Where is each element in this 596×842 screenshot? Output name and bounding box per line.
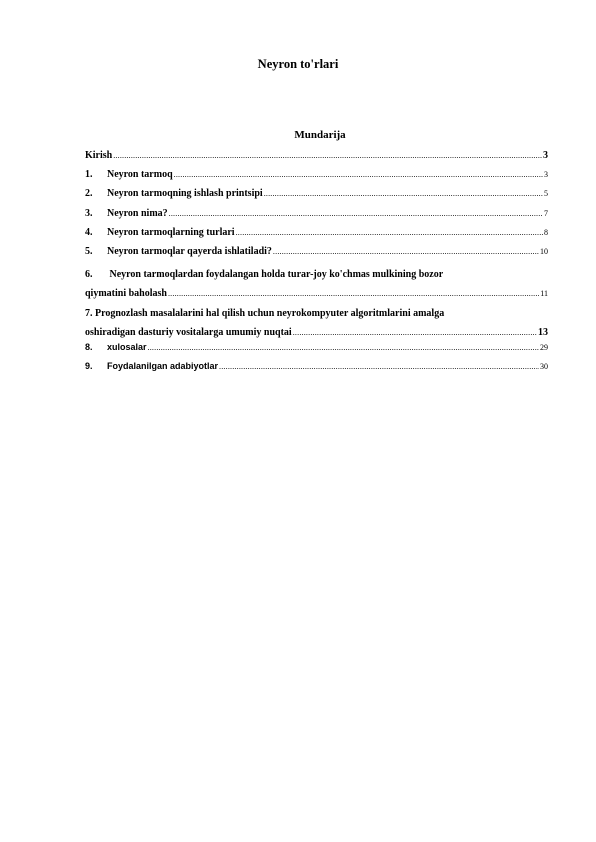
toc-entry-1[interactable] xyxy=(85,169,548,188)
toc-entry-number: 5. xyxy=(85,245,93,257)
toc-entry-page: 30 xyxy=(540,362,548,372)
dot-leader xyxy=(169,209,543,218)
toc-entry-number: 6. xyxy=(85,269,93,281)
dot-leader xyxy=(148,343,539,352)
toc-entry-page: 11 xyxy=(540,289,548,299)
table-of-contents xyxy=(85,150,548,380)
dot-leader xyxy=(236,228,543,237)
toc-entry-label-line2: qiymatini baholash xyxy=(85,288,167,300)
dot-leader xyxy=(264,189,543,198)
page-title: Neyron to'rlari xyxy=(257,57,339,71)
toc-entry-page: 10 xyxy=(540,246,548,256)
toc-entry-number: 2. xyxy=(85,188,93,200)
dot-leader xyxy=(113,151,542,160)
toc-entry-page: 13 xyxy=(538,326,548,338)
dot-leader xyxy=(273,247,539,256)
dot-leader xyxy=(219,362,539,371)
toc-entry-6[interactable] xyxy=(85,265,548,303)
toc-entry-number: 9. xyxy=(85,361,93,372)
toc-entry-page: 7 xyxy=(544,208,548,218)
toc-entry-label-line1: Neyron tarmoqlardan foydalangan holda turar-joy ko'chmas mulkining bozor xyxy=(109,269,444,281)
toc-entry-label: Neyron tarmoq xyxy=(107,169,173,181)
toc-entry-8[interactable] xyxy=(85,342,548,361)
toc-entry-5[interactable] xyxy=(85,246,548,265)
toc-entry-page: 8 xyxy=(544,227,548,237)
toc-entry-label-line1: 7. Prognozlash masalalarini hal qilish uchun neyrokompyuter algoritmlarini amalga xyxy=(85,307,445,319)
toc-entry-page: 5 xyxy=(544,189,548,199)
toc-entry-number: 1. xyxy=(85,169,93,181)
toc-entry-label-line2: oshiradigan dasturiy vositalarga umumiy nuqtai xyxy=(85,326,292,338)
toc-entry-4[interactable] xyxy=(85,227,548,246)
toc-entry-kirish[interactable] xyxy=(85,150,548,169)
toc-entry-label: xulosalar xyxy=(107,341,147,352)
toc-entry-9[interactable] xyxy=(85,361,548,380)
toc-entry-label: Neyron tarmoqlarning turlari xyxy=(107,226,235,238)
toc-entry-number: 3. xyxy=(85,207,93,219)
toc-entry-2[interactable] xyxy=(85,188,548,207)
toc-heading: Mundarija xyxy=(294,129,346,141)
toc-entry-label: Kirish xyxy=(85,150,113,161)
toc-entry-page: 29 xyxy=(540,342,548,352)
toc-entry-3[interactable] xyxy=(85,208,548,227)
dot-leader xyxy=(168,284,539,303)
toc-entry-label: Foydalanilgan adabiyotlar xyxy=(107,361,219,372)
toc-entry-page: 3 xyxy=(544,170,548,180)
toc-entry-7[interactable] xyxy=(85,304,548,342)
toc-entry-number: 4. xyxy=(85,226,93,238)
dot-leader xyxy=(174,170,543,179)
toc-entry-number: 8. xyxy=(85,341,93,352)
dot-leader xyxy=(293,323,537,342)
toc-entry-label: Neyron tarmoqlar qayerda ishlatiladi? xyxy=(107,245,272,257)
toc-entry-label: Neyron tarmoqning ishlash printsipi xyxy=(107,188,263,200)
toc-entry-label: Neyron nima? xyxy=(107,207,168,219)
toc-entry-page: 3 xyxy=(543,150,548,161)
